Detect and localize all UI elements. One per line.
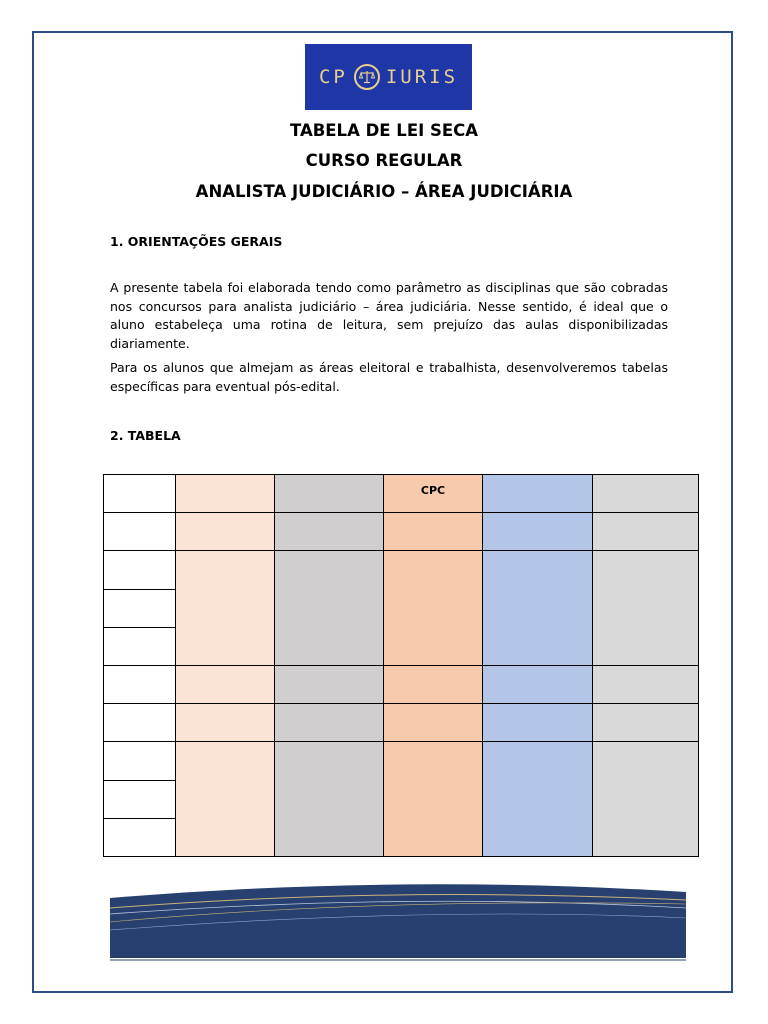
- table-cell-merged: [483, 742, 593, 857]
- table-cell: [176, 666, 275, 704]
- table-cell-merged: [483, 551, 593, 666]
- table-row: [104, 704, 699, 742]
- table-row: [104, 666, 699, 704]
- table-cell: [593, 513, 699, 551]
- table-cell-merged: [275, 742, 384, 857]
- table-cell: [104, 475, 176, 513]
- table-cell-merged: [593, 551, 699, 666]
- table-cell: [104, 628, 176, 666]
- logo-text-right: IURIS: [385, 66, 459, 88]
- table-cell: [483, 513, 593, 551]
- doc-subtitle-role: ANALISTA JUDICIÁRIO – ÁREA JUDICIÁRIA: [195, 182, 573, 201]
- table-cell: [104, 666, 176, 704]
- table-cell: [104, 742, 176, 781]
- table-cell-merged: [176, 742, 275, 857]
- table-cell-merged: [384, 551, 483, 666]
- table-cell: [176, 475, 275, 513]
- table-row: [104, 551, 699, 590]
- table-cell: [104, 551, 176, 590]
- table-row: [104, 513, 699, 551]
- table-header-cpc: CPC: [384, 475, 483, 513]
- doc-subtitle-course: CURSO REGULAR: [305, 151, 463, 170]
- table-cell: [593, 666, 699, 704]
- table-cell: [275, 666, 384, 704]
- doc-title: TABELA DE LEI SECA: [289, 121, 479, 140]
- table-cell: [384, 513, 483, 551]
- scales-of-justice-icon: [354, 64, 380, 90]
- table-cell-merged: [176, 551, 275, 666]
- table-cell: [104, 590, 176, 628]
- cp-iuris-logo: [305, 44, 472, 110]
- table-header-row: [104, 475, 699, 513]
- table-cell: [104, 704, 176, 742]
- table-cell: [104, 513, 176, 551]
- table-cell: [275, 513, 384, 551]
- table-cell: [104, 781, 176, 819]
- table-row: [104, 742, 699, 781]
- logo-text-left: CP: [318, 66, 348, 88]
- footer-wave-banner: [110, 884, 686, 962]
- table-cell: [176, 513, 275, 551]
- paragraph-intro: A presente tabela foi elaborada tendo como parâmetro as disciplinas que são cobradas nos concursos para analista judiciário – área judiciária. Nesse sentido, é ideal que o aluno estabeleça uma rotina de leitura, sem prejuízo das aulas disponibilizadas diariamente.: [110, 280, 668, 351]
- table-cell: [593, 704, 699, 742]
- section-heading-tabela: 2. TABELA: [110, 428, 181, 443]
- table-cell: [275, 475, 384, 513]
- table-cell-merged: [275, 551, 384, 666]
- section-heading-orientacoes: 1. ORIENTAÇÕES GERAIS: [110, 234, 283, 249]
- table-cell: [104, 819, 176, 857]
- table-cell: [483, 704, 593, 742]
- table-cell: [275, 704, 384, 742]
- lei-seca-table: [103, 474, 699, 857]
- table-cell-merged: [384, 742, 483, 857]
- table-cell: [384, 666, 483, 704]
- table-cell: [176, 704, 275, 742]
- paragraph-areas: Para os alunos que almejam as áreas eleitoral e trabalhista, desenvolveremos tabelas específicas para eventual pós-edital.: [110, 360, 668, 394]
- table-cell: [593, 475, 699, 513]
- table-cell: [384, 704, 483, 742]
- table-cell: [483, 666, 593, 704]
- table-cell-merged: [593, 742, 699, 857]
- table-cell: [483, 475, 593, 513]
